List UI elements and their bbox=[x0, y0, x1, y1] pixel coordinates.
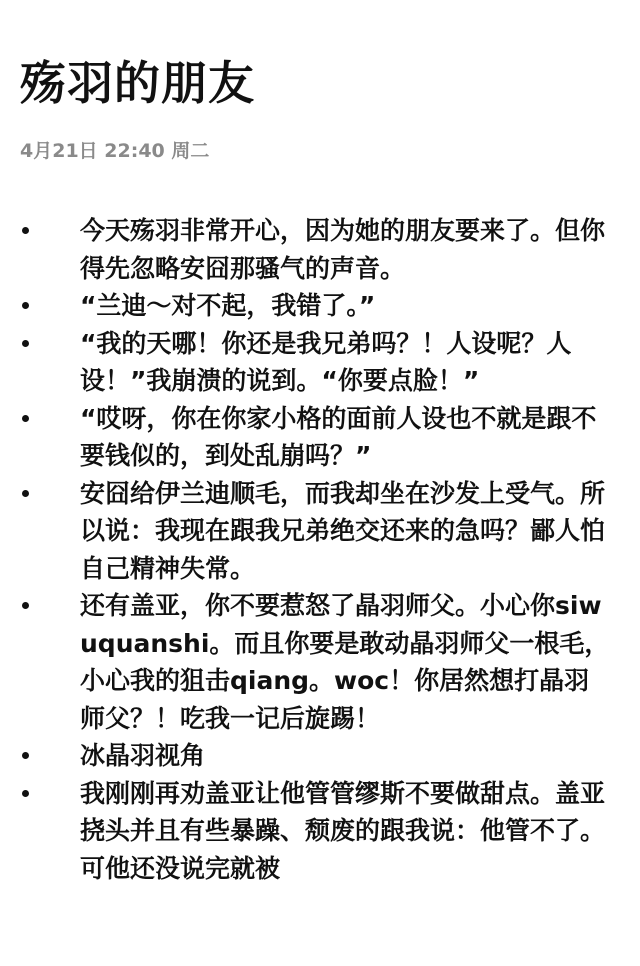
list-item bbox=[0, 775, 640, 888]
bullet-dot-icon bbox=[22, 790, 29, 797]
bullet-list bbox=[0, 212, 640, 887]
bullet-dot-icon bbox=[22, 227, 29, 234]
list-item-text: 冰晶羽视角 bbox=[80, 741, 206, 770]
list-item-text: “我的天哪！你还是我兄弟吗？！人设呢？人设！”我崩溃的说到。“你要点脸！” bbox=[80, 328, 572, 395]
list-item-text: 我刚刚再劝盖亚让他管管缪斯不要做甜点。盖亚挠头并且有些暴躁、颓废的跟我说：他管不了。可他还没说完就被 bbox=[80, 778, 606, 883]
bullet-dot-icon bbox=[22, 602, 29, 609]
list-item bbox=[0, 212, 640, 287]
bullet-dot-icon bbox=[22, 415, 29, 422]
bullet-dot-icon bbox=[22, 340, 29, 347]
list-item bbox=[0, 587, 640, 737]
list-item bbox=[0, 400, 640, 475]
list-item-text: “兰迪～对不起，我错了。” bbox=[80, 291, 376, 320]
list-item bbox=[0, 325, 640, 400]
bullet-dot-icon bbox=[22, 752, 29, 759]
list-item bbox=[0, 475, 640, 588]
list-item bbox=[0, 287, 640, 325]
list-item-text: 今天殇羽非常开心，因为她的朋友要来了。但你得先忽略安囧那骚气的声音。 bbox=[80, 216, 606, 283]
bullet-dot-icon bbox=[22, 302, 29, 309]
list-item-text: 还有盖亚，你不要惹怒了晶羽师父。小心你siwuquanshi。而且你要是敢动晶羽师父一根毛，小心我的狙击qiang。woc！你居然想打晶羽师父？！吃我一记后旋踢！ bbox=[80, 591, 610, 733]
list-item-text: “哎呀，你在你家小格的面前人设也不就是跟不要钱似的，到处乱崩吗？” bbox=[80, 403, 597, 470]
bullet-dot-icon bbox=[22, 490, 29, 497]
list-item bbox=[0, 737, 640, 775]
note-datetime: 4月21日 22:40 周二 bbox=[20, 140, 210, 162]
note-title: 殇羽的朋友 bbox=[20, 56, 255, 110]
list-item-text: 安囧给伊兰迪顺毛，而我却坐在沙发上受气。所以说：我现在跟我兄弟绝交还来的急吗？鄙人怕自己精神失常。 bbox=[80, 478, 606, 583]
